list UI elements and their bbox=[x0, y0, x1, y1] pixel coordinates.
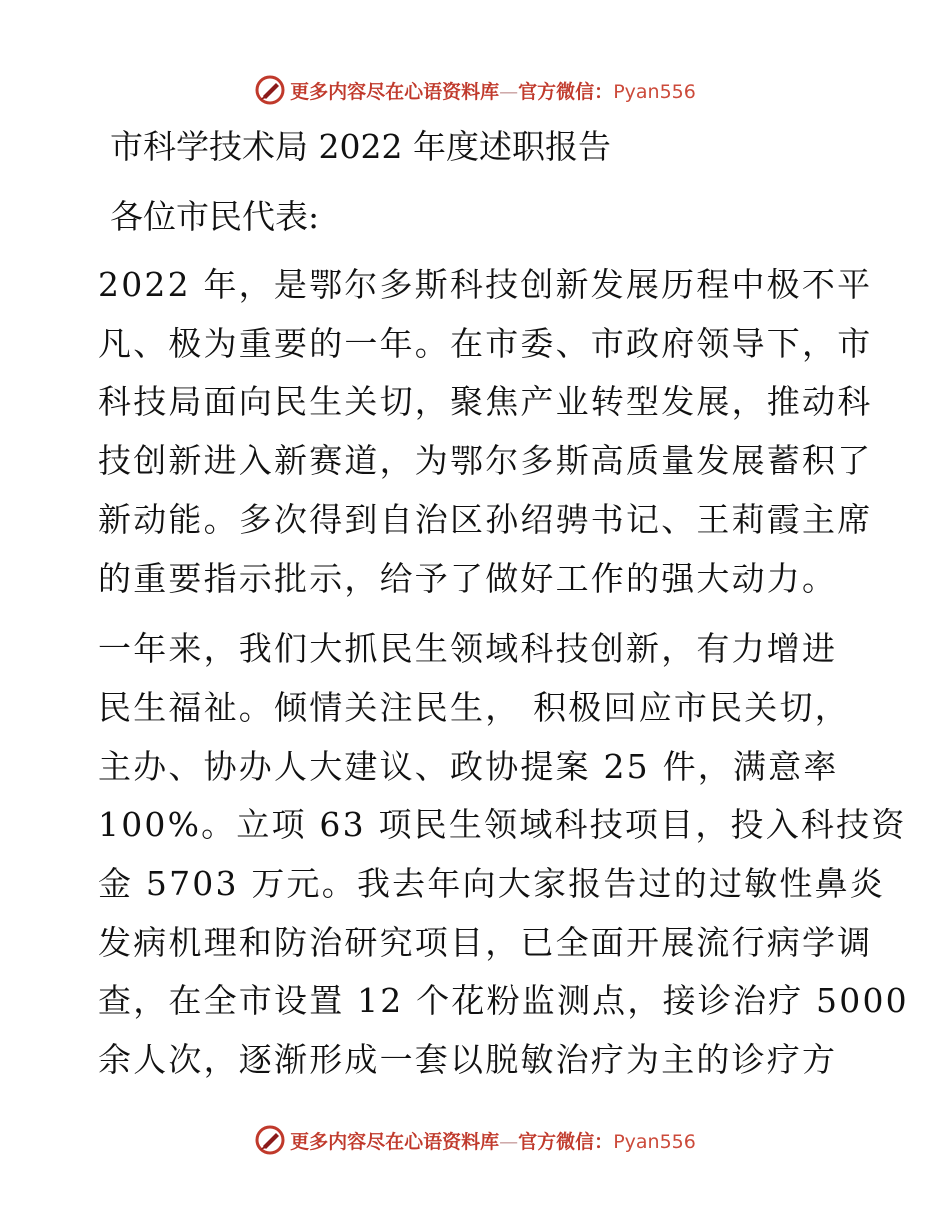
paragraph-line: 金 5703 万元。我去年向大家报告过的过敏性鼻炎 bbox=[98, 864, 885, 904]
logo-icon bbox=[254, 1124, 286, 1156]
paragraph-line: 技创新进入新赛道，为鄂尔多斯高质量发展蓄积了 bbox=[98, 441, 873, 481]
paragraph-line: 科技局面向民生关切，聚焦产业转型发展，推动科 bbox=[98, 382, 873, 422]
paragraph-line: 新动能。多次得到自治区孙绍骋书记、王莉霞主席 bbox=[98, 499, 873, 539]
paragraph-line: 发病机理和防治研究项目，已全面开展流行病学调 bbox=[98, 922, 873, 962]
paragraph-line: 查，在全市设置 12 个花粉监测点，接诊治疗 5000 bbox=[98, 981, 909, 1021]
watermark-banner-bottom bbox=[0, 1120, 950, 1160]
paragraph-1 bbox=[98, 256, 873, 608]
watermark-text: 更多内容尽在心语资料库—官方微信：Pyan556 bbox=[290, 80, 696, 103]
paragraph-line: 余人次，逐渐形成一套以脱敏治疗为主的诊疗方 bbox=[98, 1040, 838, 1080]
watermark-banner-top bbox=[0, 70, 950, 110]
logo-icon bbox=[254, 74, 286, 106]
document-body bbox=[98, 118, 909, 1090]
paragraph-line: 100%。立项 63 项民生领域科技项目，投入科技资 bbox=[98, 805, 907, 845]
paragraph-line: 凡、极为重要的一年。在市委、市政府领导下，市 bbox=[98, 323, 873, 363]
paragraph-line: 民生福祉。倾情关注民生， 积极回应市民关切， bbox=[98, 687, 850, 727]
paragraph-line: 2022 年，是鄂尔多斯科技创新发展历程中极不平 bbox=[98, 265, 873, 304]
paragraph-2 bbox=[98, 620, 909, 1090]
document-title: 市科学技术局 2022 年度述职报告 bbox=[110, 127, 611, 166]
salutation: 各位市民代表: bbox=[110, 197, 320, 236]
paragraph-line: 主办、协办人大建议、政协提案 25 件，满意率 bbox=[98, 746, 839, 786]
watermark-text: 更多内容尽在心语资料库—官方微信：Pyan556 bbox=[290, 1130, 696, 1153]
paragraph-line: 的重要指示批示，给予了做好工作的强大动力。 bbox=[98, 558, 838, 598]
paragraph-line: 一年来，我们大抓民生领域科技创新，有力增进 bbox=[98, 629, 838, 669]
